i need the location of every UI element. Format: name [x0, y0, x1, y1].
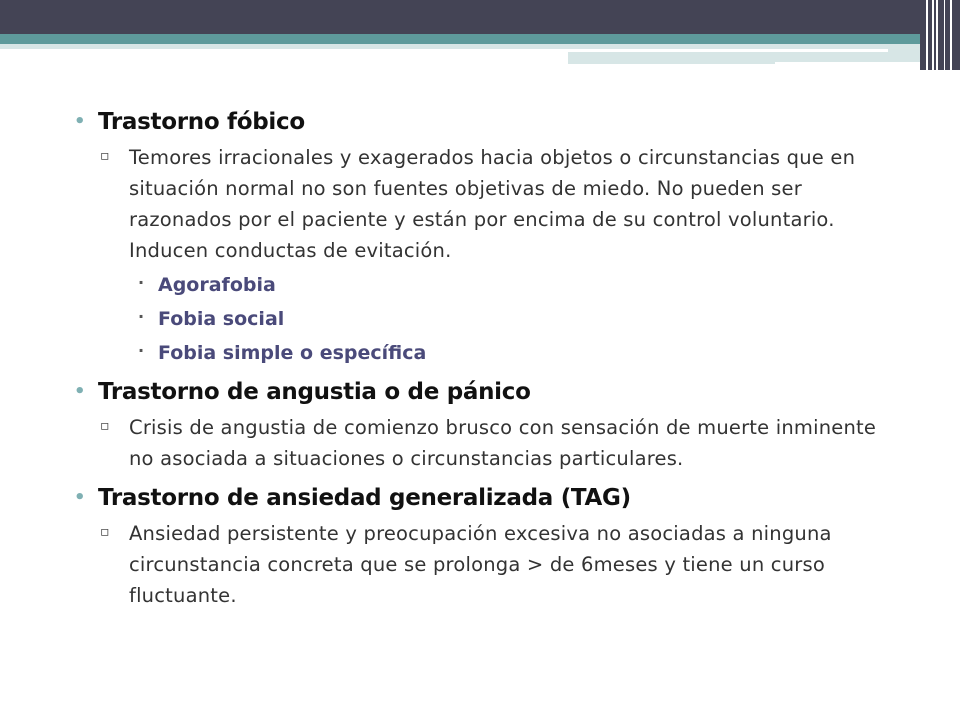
bullet-heading	[72, 376, 882, 408]
subitem-fobia-simple	[72, 338, 882, 368]
square-bullet-icon: ▫	[100, 418, 110, 434]
dot-bullet-icon: ·	[138, 273, 145, 292]
subitem-fobia-social	[72, 304, 882, 334]
subitem-text: Fobia social	[158, 308, 285, 330]
square-bullet-icon: ▫	[100, 524, 110, 540]
description-text: Crisis de angustia de comienzo brusco con sensación de muerte inminente no asociada a situaciones o circunstancias particulares.	[129, 416, 877, 470]
slide-content	[72, 106, 882, 619]
bullet-heading	[72, 482, 882, 514]
round-bullet-icon: •	[74, 487, 86, 508]
round-bullet-icon: •	[74, 111, 86, 132]
bullet-description	[72, 518, 882, 611]
header-banner	[0, 0, 960, 72]
subitem-text: Agorafobia	[158, 274, 276, 296]
banner-light-band	[0, 44, 568, 49]
section-title: Trastorno de ansiedad generalizada (TAG)	[98, 485, 631, 511]
subitem-agorafobia	[72, 270, 882, 300]
square-bullet-icon: ▫	[100, 148, 110, 164]
section-title: Trastorno fóbico	[98, 109, 305, 135]
section-trastorno-fobico	[72, 106, 882, 368]
bullet-description	[72, 412, 882, 474]
banner-tab-shape	[568, 44, 960, 64]
bullet-description	[72, 142, 882, 266]
section-trastorno-tag	[72, 482, 882, 611]
section-title: Trastorno de angustia o de pánico	[98, 379, 531, 405]
description-text: Temores irracionales y exagerados hacia objetos o circunstancias que en situación normal no son fuentes objetivas de miedo. No pueden ser razonados por el paciente y están por encima de su control voluntario. Inducen conductas de evitación.	[129, 146, 856, 262]
section-trastorno-angustia	[72, 376, 882, 474]
banner-tab-line	[568, 49, 888, 52]
banner-dark-band	[0, 0, 960, 34]
dot-bullet-icon: ·	[138, 341, 145, 360]
bullet-heading	[72, 106, 882, 138]
description-text: Ansiedad persistente y preocupación excesiva no asociadas a ninguna circunstancia concreta que se prolonga > de 6meses y tiene un curso fluctuante.	[129, 522, 832, 607]
subitem-text: Fobia simple o específica	[158, 342, 427, 364]
round-bullet-icon: •	[74, 381, 86, 402]
banner-teal-band	[0, 34, 960, 44]
dot-bullet-icon: ·	[138, 307, 145, 326]
banner-stripes	[920, 0, 960, 70]
